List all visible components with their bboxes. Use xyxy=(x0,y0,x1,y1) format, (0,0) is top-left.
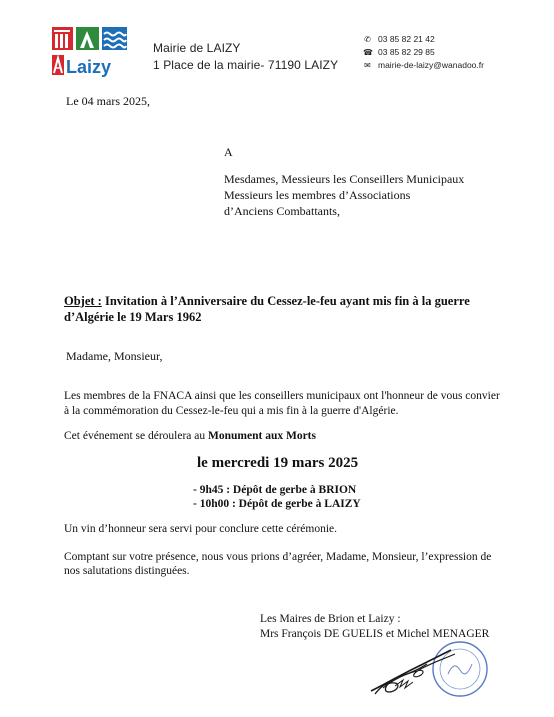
org-name: Mairie de LAIZY xyxy=(153,41,241,55)
laizy-logo-icon xyxy=(47,26,133,78)
subject-line-1 xyxy=(64,293,470,309)
subject-label: Objet : xyxy=(64,294,102,308)
recipient-line-3: d’Anciens Combattants, xyxy=(224,204,340,218)
handwritten-signature-icon xyxy=(371,650,455,694)
phone-row xyxy=(363,33,484,46)
recipient-line-2: Messieurs les membres d’Associations xyxy=(224,188,411,202)
body1-line-1: Les membres de la FNACA ainsi que les conseillers municipaux ont l'honneur de vous convier xyxy=(64,390,500,402)
signatories-line-1: Les Maires de Brion et Laizy : xyxy=(260,613,401,625)
signature-and-stamp xyxy=(365,636,505,698)
body2-place: Monument aux Morts xyxy=(208,430,316,442)
body1-line-2: à la commémoration du Cessez-le-feu qui a mis fin à la guerre d'Algérie. xyxy=(64,405,399,417)
letter-date: Le 04 mars 2025, xyxy=(66,94,150,108)
body2-prefix: Cet événement se déroulera au xyxy=(64,430,209,442)
mairie-stamp-icon xyxy=(433,642,487,696)
schedule-item-2: - 10h00 : Dépôt de gerbe à LAIZY xyxy=(193,498,361,510)
event-date: le mercredi 19 mars 2025 xyxy=(197,455,359,471)
fax-row xyxy=(363,46,484,59)
email-icon: ✉ xyxy=(364,61,371,70)
fax-number: 03 85 82 29 85 xyxy=(378,47,435,57)
email-row xyxy=(363,59,484,72)
recipient-line-1: Mesdames, Messieurs les Conseillers Municipaux xyxy=(224,172,465,186)
subject-line-2: d’Algérie le 19 Mars 1962 xyxy=(64,310,202,324)
salutation: Madame, Monsieur, xyxy=(66,349,163,363)
schedule-item-1: - 9h45 : Dépôt de gerbe à BRION xyxy=(193,484,357,496)
recipient-intro: A xyxy=(224,145,233,159)
signatories-line-2: Mrs François DE GUELIS et Michel MENAGER xyxy=(260,628,490,640)
org-address: 1 Place de la mairie- 71190 LAIZY xyxy=(153,58,339,72)
mairie-logo xyxy=(47,26,133,78)
phone-icon: ✆ xyxy=(364,35,371,44)
email-address: mairie-de-laizy@wanadoo.fr xyxy=(378,60,484,70)
logo-text: Laizy xyxy=(66,57,112,77)
fax-icon: ☎ xyxy=(363,48,373,57)
body3: Un vin d’honneur sera servi pour conclure cette cérémonie. xyxy=(64,523,338,535)
subject-text-1: Invitation à l’Anniversaire du Cessez-le-feu ayant mis fin à la guerre xyxy=(101,294,470,308)
body2-line xyxy=(64,429,316,444)
contact-block xyxy=(363,33,484,72)
closing-line-2: nos salutations distinguées. xyxy=(64,565,190,577)
org-block xyxy=(153,40,338,74)
closing-line-1: Comptant sur votre présence, nous vous prions d’agréer, Madame, Monsieur, l’expression de xyxy=(64,551,492,563)
phone-number: 03 85 82 21 42 xyxy=(378,34,435,44)
